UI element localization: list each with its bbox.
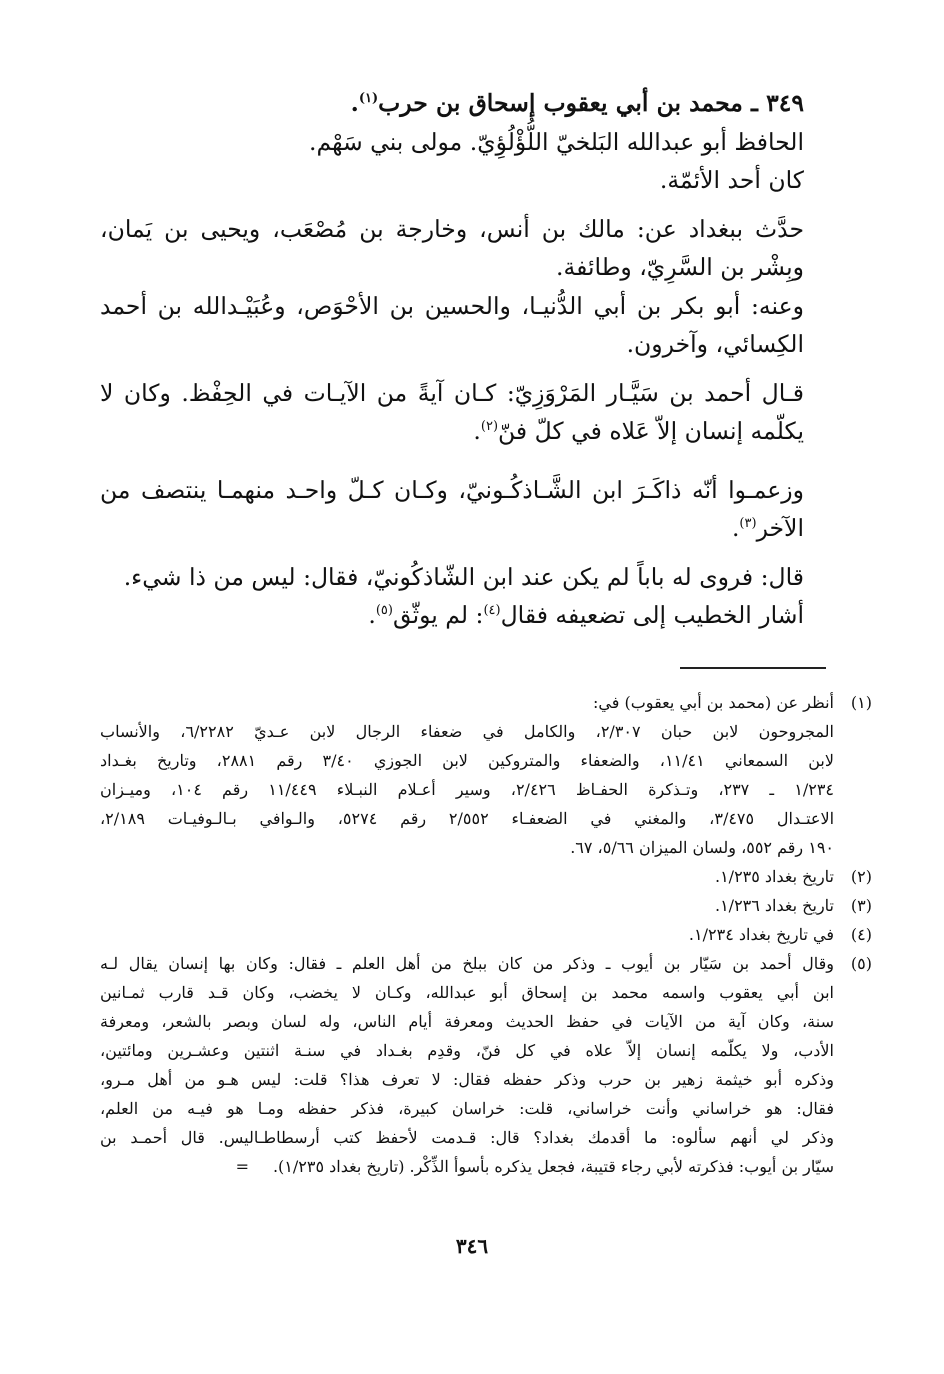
footnote-line: أنظر عن (محمد بن أبي يعقوب) في: xyxy=(593,693,834,712)
footnote-line: ١/٢٣٤ ـ ٢٣٧، وتـذكرة الحفـاظ ٢/٤٢٦، وسير أعـلام النبـلاء ١١/٤٤٩ رقم ١٠٤، وميـزان xyxy=(100,780,834,799)
paragraph-teachers xyxy=(100,210,804,287)
entry-title-text: ٣٤٩ ـ محمد بن أبي يعقوب إسحاق بن حرب xyxy=(378,89,804,117)
paragraph-line: قال: فروى له باباً لم يكن عند ابن الشّاذكُونيّ، فقال: ليس من ذا شيء. xyxy=(123,562,804,591)
footnote-number: (٣) xyxy=(850,896,872,915)
continuation-mark: = xyxy=(235,1157,249,1176)
footnote-line: المجروحون لابن حبان ٢/٣٠٧، والكامل في ضعفاء الرجال لابن عـديّ ٦/٢٢٨٢، والأنساب xyxy=(100,722,834,741)
footnote-2 xyxy=(100,862,872,891)
footnote-line: تاريخ بغداد ١/٢٣٥. xyxy=(714,867,834,886)
debate-end: . xyxy=(731,514,740,542)
footnote-line: وقال أحمد بن سَيّار بن أيوب ـ وذكر من كان ببلخ من أهل العلم ـ فقال: وكان بها إنسان يقال لـه xyxy=(100,954,834,973)
footnote-ref-3: (٣) xyxy=(739,516,757,532)
entry-status: كان أحد الأئمّة. xyxy=(659,166,804,194)
footnote-line: ١٩٠ رقم ٥٥٢، ولسان الميزان ٥/٦٦، ٦٧. xyxy=(570,838,834,857)
paragraph-line: وبِشْر بن السَّرِيّ، وطائفة. xyxy=(556,253,804,281)
paragraph-line: وزعمـوا أنّه ذاكَـرَ ابن الشَّـاذكُـونيّ، وكـان كـلّ واحـد منهمـا ينتصف من xyxy=(100,475,804,504)
footnote-separator xyxy=(680,667,826,669)
footnotes xyxy=(100,688,872,1181)
paragraph-line xyxy=(100,412,804,451)
entry-title-end: . xyxy=(350,89,359,117)
footnote-ref-5: (٥) xyxy=(375,603,393,619)
page-number: ٣٤٦ xyxy=(455,1234,489,1258)
paragraph-debate xyxy=(100,471,804,548)
biography-entry xyxy=(100,84,804,635)
footnote-line: ابن أبي يعقوب واسمه محمد بن إسحاق أبو عبدالله، وكـان لا يخضب، وكان قـد قارب ثمـانين xyxy=(100,983,834,1002)
paragraph-narration xyxy=(100,558,804,635)
footnote-line: تاريخ بغداد ١/٢٣٦. xyxy=(714,896,834,915)
footnote-line: وذكر لي أنهم سألوه: ما أقدمك بغداد؟ قال: قـدمت لأحفظ كتب أرسطاطـاليس. قال أحمـد بن xyxy=(100,1128,834,1147)
footnote-ref-1: (١) xyxy=(358,91,379,107)
khatib-quote: : لم يوثّق xyxy=(392,601,484,629)
footnote-number: (٥) xyxy=(850,954,872,973)
entry-title xyxy=(100,84,804,123)
footnote-line: فقال: هو خراساني وأنت خراساني، قلت: خراسان كبيرة، فذكر حفظه ومـا هو فيـه من العلم، xyxy=(100,1099,834,1118)
footnote-number: (١) xyxy=(850,693,872,712)
khatib-end: . xyxy=(368,601,376,629)
footnote-ref-4: (٤) xyxy=(483,603,501,619)
paragraph-students xyxy=(100,287,804,364)
footnote-line: لابن السمعاني ١١/٤١، والضعفاء والمتروكين لابن الجوزي ٣/٤٠ رقم ٢٨٨١، وتاريخ بغـداد xyxy=(100,751,834,770)
footnote-line: في تاريخ بغداد ١/٢٣٤. xyxy=(688,925,834,944)
footnote-line: الاعتـدال ٣/٤٧٥، والمغني في الضعفـاء ٢/٥٥٢ رقم ٥٢٧٤، والـوافي بـالـوفيـات ٢/١٨٩، xyxy=(100,809,835,828)
entry-descriptor: الحافظ أبو عبدالله البَلخيّ اللُّؤْلُؤِيّ. مولى بني سَهْم. xyxy=(309,127,804,156)
quote-text: يكلّمه إنسان إلاّ عَلاه في كلّ فنّ xyxy=(498,417,804,445)
paragraph-line: حدَّث ببغداد عن: مالك بن أنس، وخارجة بن مُصْعَب، ويحيى بن يَمان، xyxy=(100,214,804,243)
footnote-line: وذكره أبو خيثمة زهير بن حرب وذكر حفظه فقال: لا تعرف هذا؟ قلت: ليس هـو من أهل مـرو، xyxy=(100,1070,834,1089)
paragraph-quote xyxy=(100,374,804,451)
khatib-text: أشار الخطيب إلى تضعيفه فقال xyxy=(500,601,804,629)
paragraph-line xyxy=(100,509,804,548)
footnote-last-text: سيّار بن أيوب: فذكرته لأبي رجاء قتيبة، فجعل يذكره بأسوأ الذِّكْر. (تاريخ بغداد ١/٢٣٥). xyxy=(272,1157,834,1176)
paragraph-line: قـال أحمد بن سَيَّـار المَرْوَزِيّ: كـان آيةً من الآيـات في الحِفْظ. وكان لا xyxy=(100,378,804,407)
paragraph-line: الكِسائي، وآخرون. xyxy=(626,330,804,358)
footnote-1 xyxy=(100,688,872,862)
footnote-4 xyxy=(100,920,872,949)
quote-end: . xyxy=(473,417,481,445)
footnote-line: سنة، وكان آية من الآيات في حفظ الحديث ومعرفة أيام الناس، وله لسان وبصر بالشعر، ومعرفة xyxy=(100,1012,834,1031)
debate-text: الآخر xyxy=(756,514,804,542)
footnote-number: (٤) xyxy=(850,925,872,944)
footnote-ref-2: (٢) xyxy=(480,419,499,435)
footnote-line: الأدب، ولا يكلّمه إنسان إلاّ علاه في كل فنّ، وقدِم بغـداد في سنـة اثنتين وعشـرين ومائتين، xyxy=(100,1041,835,1060)
footnote-number: (٢) xyxy=(850,867,872,886)
footnote-5 xyxy=(100,949,872,1181)
footnote-3 xyxy=(100,891,872,920)
footnote-line xyxy=(100,1152,834,1181)
paragraph-line xyxy=(100,596,804,635)
paragraph-line: وعنه: أبو بكر بن أبي الدُّنيـا، والحسين بن الأحْوَص، وعُبَيْـدالله بن أحمد xyxy=(100,291,804,320)
